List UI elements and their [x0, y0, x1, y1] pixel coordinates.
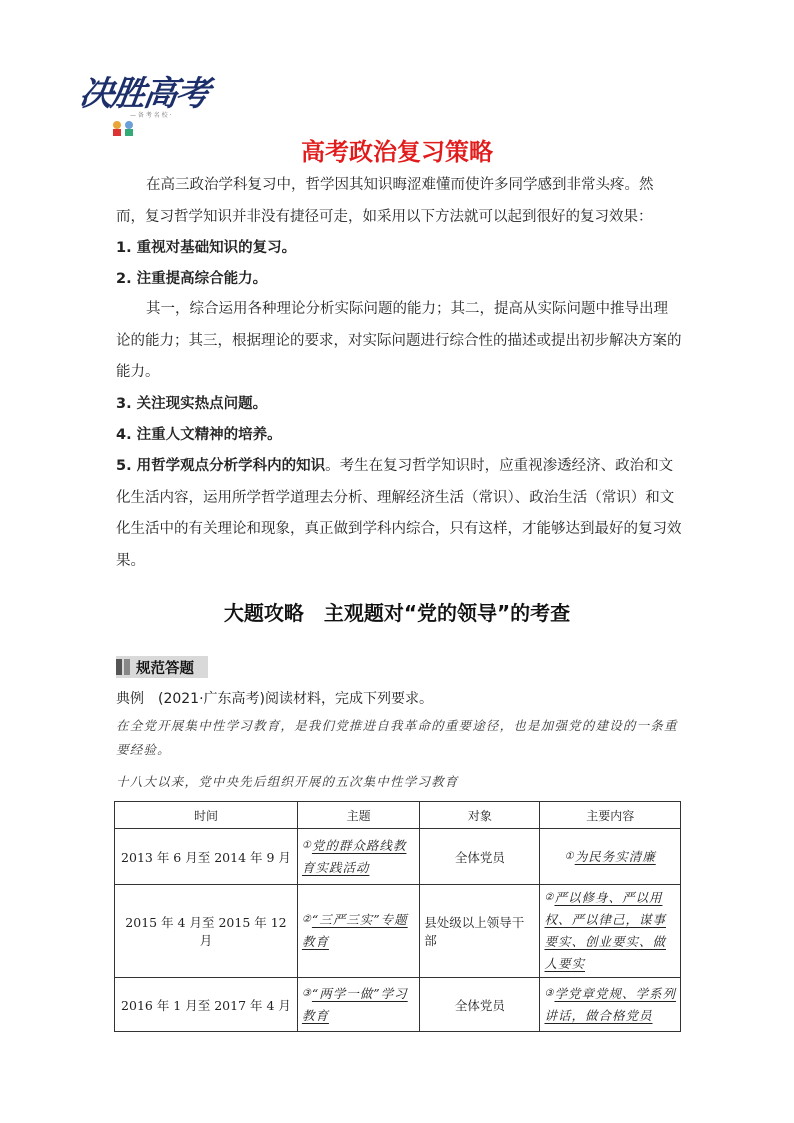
cell-target: 全体党员 — [420, 978, 540, 1032]
intro-paragraph: 在高三政治学科复习中，哲学因其知识晦涩难懂而使许多同学感到非常头疼。然而，复习哲学知识并非没有捷径可走，如采用以下方法就可以起到很好的复习效果： — [116, 177, 654, 225]
header-theme: 主题 — [297, 802, 419, 829]
point-2: 2. 注重提高综合能力。 — [116, 271, 268, 287]
material-paragraph: 在全党开展集中性学习教育，是我们党推进自我革命的重要途径，也是加强党的建设的一条重要经验。 — [116, 718, 678, 757]
logo — [72, 62, 212, 142]
section-title: 大题攻略 主观题对“党的领导”的考查 — [223, 601, 571, 625]
cell-target: 全体党员 — [420, 829, 540, 885]
bar-marker-icon — [116, 659, 122, 675]
cell-theme: ③“两学一做”学习教育 — [297, 978, 419, 1032]
page-title: 高考政治复习策略 — [301, 138, 493, 166]
cell-content: ①为民务实清廉 — [540, 829, 681, 885]
header-time: 时间 — [115, 802, 298, 829]
example-label: 典例 — [116, 691, 144, 707]
cell-time: 2013 年 6 月至 2014 年 9 月 — [115, 829, 298, 885]
point-5-body: 。考生在复习哲学知识时，应重视渗透经济、政治和文化生活内容，运用所学哲学道理去分析、理解经济生活（常识）、政治生活（常识）和文化生活中的有关理论和现象，真正做到学科内综合，只有这样，才能够达到最好的复习效果。 — [116, 458, 682, 569]
table-row — [115, 978, 681, 1032]
table-row — [115, 829, 681, 885]
cell-time: 2015 年 4 月至 2015 年 12 月 — [115, 885, 298, 978]
point-2-detail: 其一，综合运用各种理论分析实际问题的能力；其二，提高从实际问题中推导出理论的能力；其三，根据理论的要求，对实际问题进行综合性的描述或提出初步解决方案的能力。 — [116, 301, 682, 380]
cell-content: ③学党章党规、学系列讲话，做合格党员 — [540, 978, 681, 1032]
point-1: 1. 重视对基础知识的复习。 — [116, 240, 297, 256]
bar-marker-icon — [124, 659, 130, 675]
table-row — [115, 885, 681, 978]
section-label: 规范答题 — [136, 661, 194, 677]
example-line — [116, 688, 433, 708]
point-3: 3. 关注现实热点问题。 — [116, 396, 268, 412]
cell-time: 2016 年 1 月至 2017 年 4 月 — [115, 978, 298, 1032]
header-content: 主要内容 — [540, 802, 681, 829]
section-label-bar — [116, 656, 208, 678]
cell-theme: ②“三严三实”专题教育 — [297, 885, 419, 978]
point-5 — [116, 451, 682, 577]
table-header-row — [115, 802, 681, 829]
point-5-heading: 5. 用哲学观点分析学科内的知识 — [116, 458, 326, 474]
study-campaign-table — [114, 801, 681, 1032]
cell-theme: ①党的群众路线教育实践活动 — [297, 829, 419, 885]
header-target: 对象 — [420, 802, 540, 829]
material-caption: 十八大以来，党中央先后组织开展的五次集中性学习教育 — [116, 774, 459, 789]
logo-subtitle: — 备 考 名 校 · — [130, 112, 172, 119]
example-text: (2021·广东高考)阅读材料，完成下列要求。 — [158, 691, 434, 707]
cell-target: 县处级以上领导干部 — [420, 885, 540, 978]
logo-text: 决胜高考 — [76, 74, 211, 114]
point-4: 4. 注重人文精神的培养。 — [116, 427, 282, 443]
cell-content: ②严以修身、严以用权、严以律己，谋事要实、创业要实、做人要实 — [540, 885, 681, 978]
